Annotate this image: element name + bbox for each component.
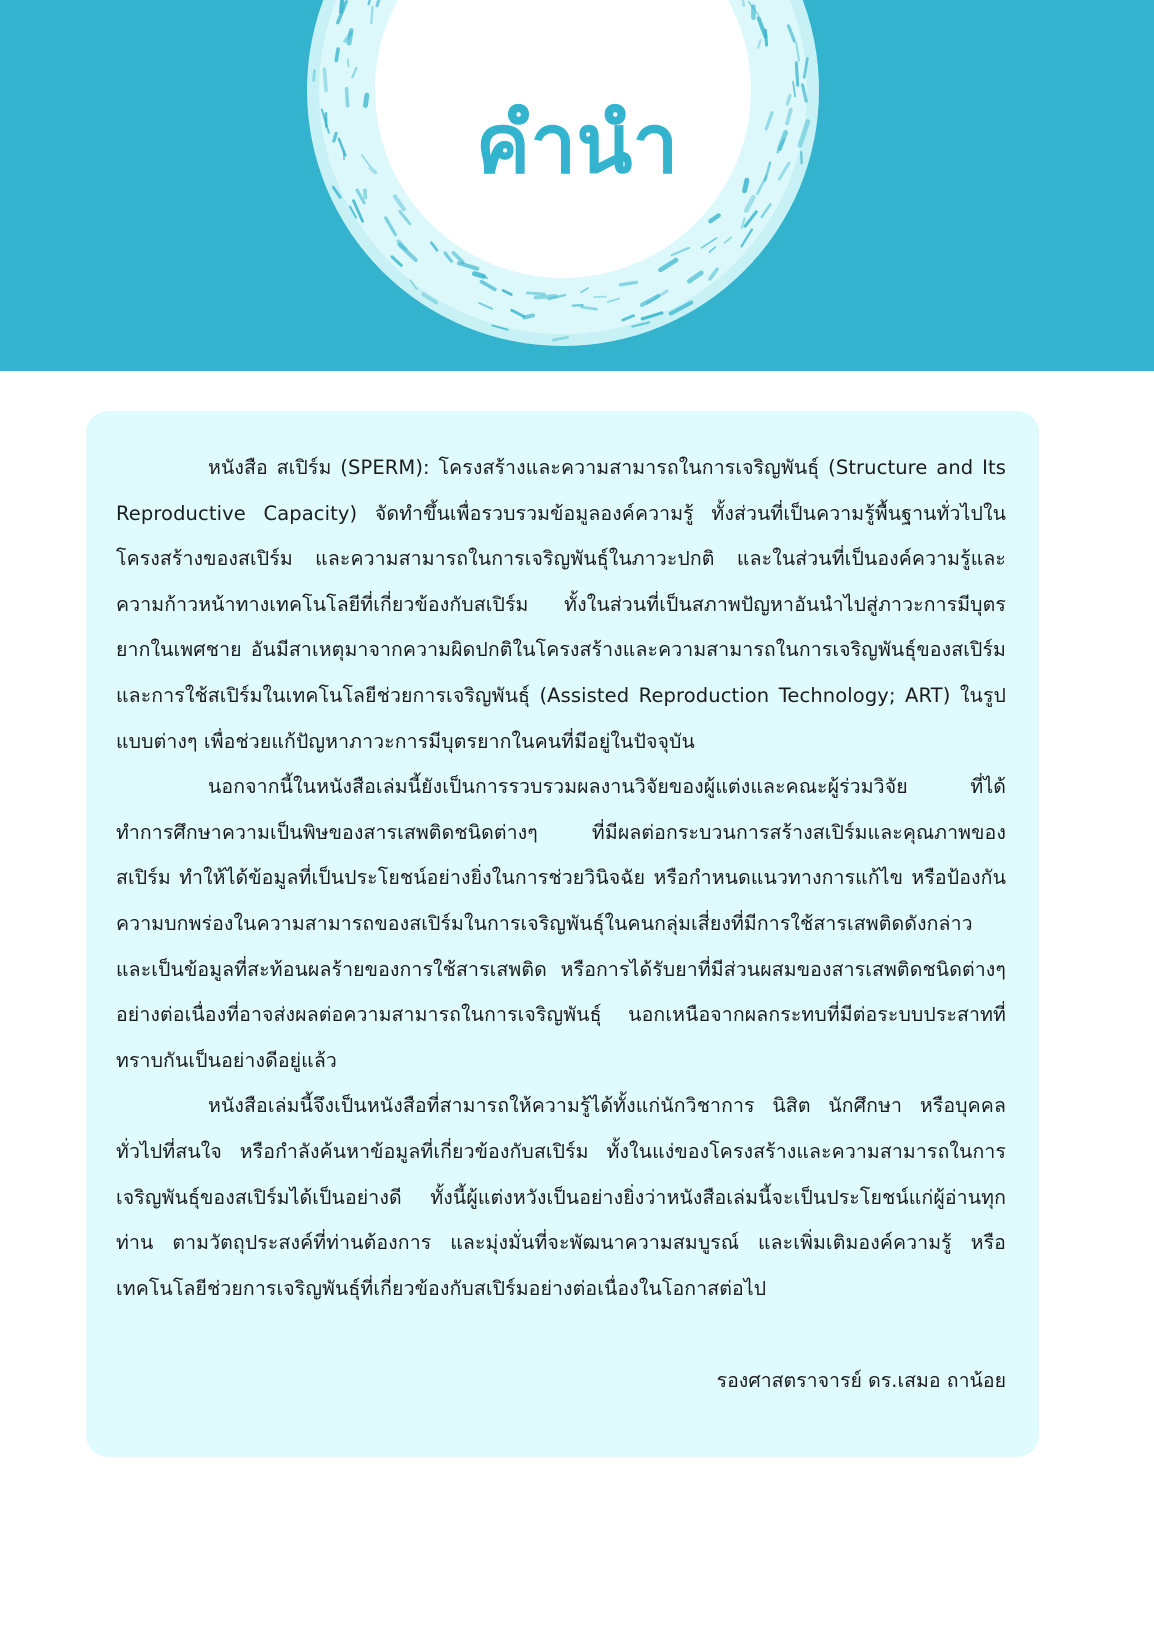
preface-paragraph-3: หนังสือเล่มนี้จึงเป็นหนังสือที่สามารถให้ความรู้ได้ทั้งแก่นักวิชาการ นิสิต นักศึกษา หรือบุคคลทั่วไปที่สนใจ หรือกำลังค้นหาข้อมูลที่เกี่ยวข้องกับสเปิร์ม ทั้งในแง่ของโครงสร้างและความสามารถในการเจริญพันธุ์ของสเปิร์มได้เป็นอย่างดี ทั้งนี้ผู้แต่งหวังเป็นอย่างยิ่งว่าหนังสือเล่มนี้จะเป็นประโยชน์แก่ผู้อ่านทุกท่าน ตามวัตถุประสงค์ที่ท่านต้องการ และมุ่งมั่นที่จะพัฒนาความสมบูรณ์ และเพิ่มเติมองค์ความรู้ หรือเทคโนโลยีช่วยการเจริญพันธุ์ที่เกี่ยวข้องกับสเปิร์มอย่างต่อเนื่องในโอกาสต่อไป [116, 1094, 1006, 1300]
preface-paragraph-1: หนังสือ สเปิร์ม (SPERM): โครงสร้างและความสามารถในการเจริญพันธุ์ (Structure and Its Reproductive Capacity) จัดทำขึ้นเพื่อรวบรวมข้อมูลองค์ความรู้ ทั้งส่วนที่เป็นความรู้พื้นฐานทั่วไปในโครงสร้างของสเปิร์ม และความสามารถในการเจริญพันธุ์ในภาวะปกติ และในส่วนที่เป็นองค์ความรู้และความก้าวหน้าทางเทคโนโลยีที่เกี่ยวข้องกับสเปิร์ม ทั้งในส่วนที่เป็นสภาพปัญหาอันนำไปสู่ภาวะการมีบุตรยากในเพศชาย อันมีสาเหตุมาจากความผิดปกติในโครงสร้างและความสามารถในการเจริญพันธุ์ของสเปิร์ม และการใช้สเปิร์มในเทคโนโลยีช่วยการเจริญพันธุ์ (Assisted Reproduction Technology; ART) ในรูปแบบต่างๆ เพื่อช่วยแก้ปัญหาภาวะการมีบุตรยากในคนที่มีอยู่ในปัจจุบัน [116, 456, 1006, 753]
author-signature: รองศาสตราจารย์ ดร.เสมอ ถาน้อย [716, 1369, 1006, 1392]
header-band [0, 0, 1154, 371]
preface-paragraph-2: นอกจากนี้ในหนังสือเล่มนี้ยังเป็นการรวบรวมผลงานวิจัยของผู้แต่งและคณะผู้ร่วมวิจัย ที่ได้ทำการศึกษาความเป็นพิษของสารเสพติดชนิดต่างๆ ที่มีผลต่อกระบวนการสร้างสเปิร์มและคุณภาพของสเปิร์ม ทำให้ได้ข้อมูลที่เป็นประโยชน์อย่างยิ่งในการช่วยวินิจฉัย หรือกำหนดแนวทางการแก้ไข หรือป้องกันความบกพร่องในความสามารถของสเปิร์มในการเจริญพันธุ์ในคนกลุ่มเสี่ยงที่มีการใช้สารเสพติดดังกล่าว และเป็นข้อมูลที่สะท้อนผลร้ายของการใช้สารเสพติด หรือการได้รับยาที่มีส่วนผสมของสารเสพติดชนิดต่างๆ อย่างต่อเนื่องที่อาจส่งผลต่อความสามารถในการเจริญพันธุ์ นอกเหนือจากผลกระทบที่มีต่อระบบประสาทที่ทราบกันเป็นอย่างดีอยู่แล้ว [116, 775, 1006, 1072]
preface-panel [86, 411, 1039, 1457]
page-title: คำนำ [475, 97, 679, 192]
preface-body [116, 445, 1006, 1311]
